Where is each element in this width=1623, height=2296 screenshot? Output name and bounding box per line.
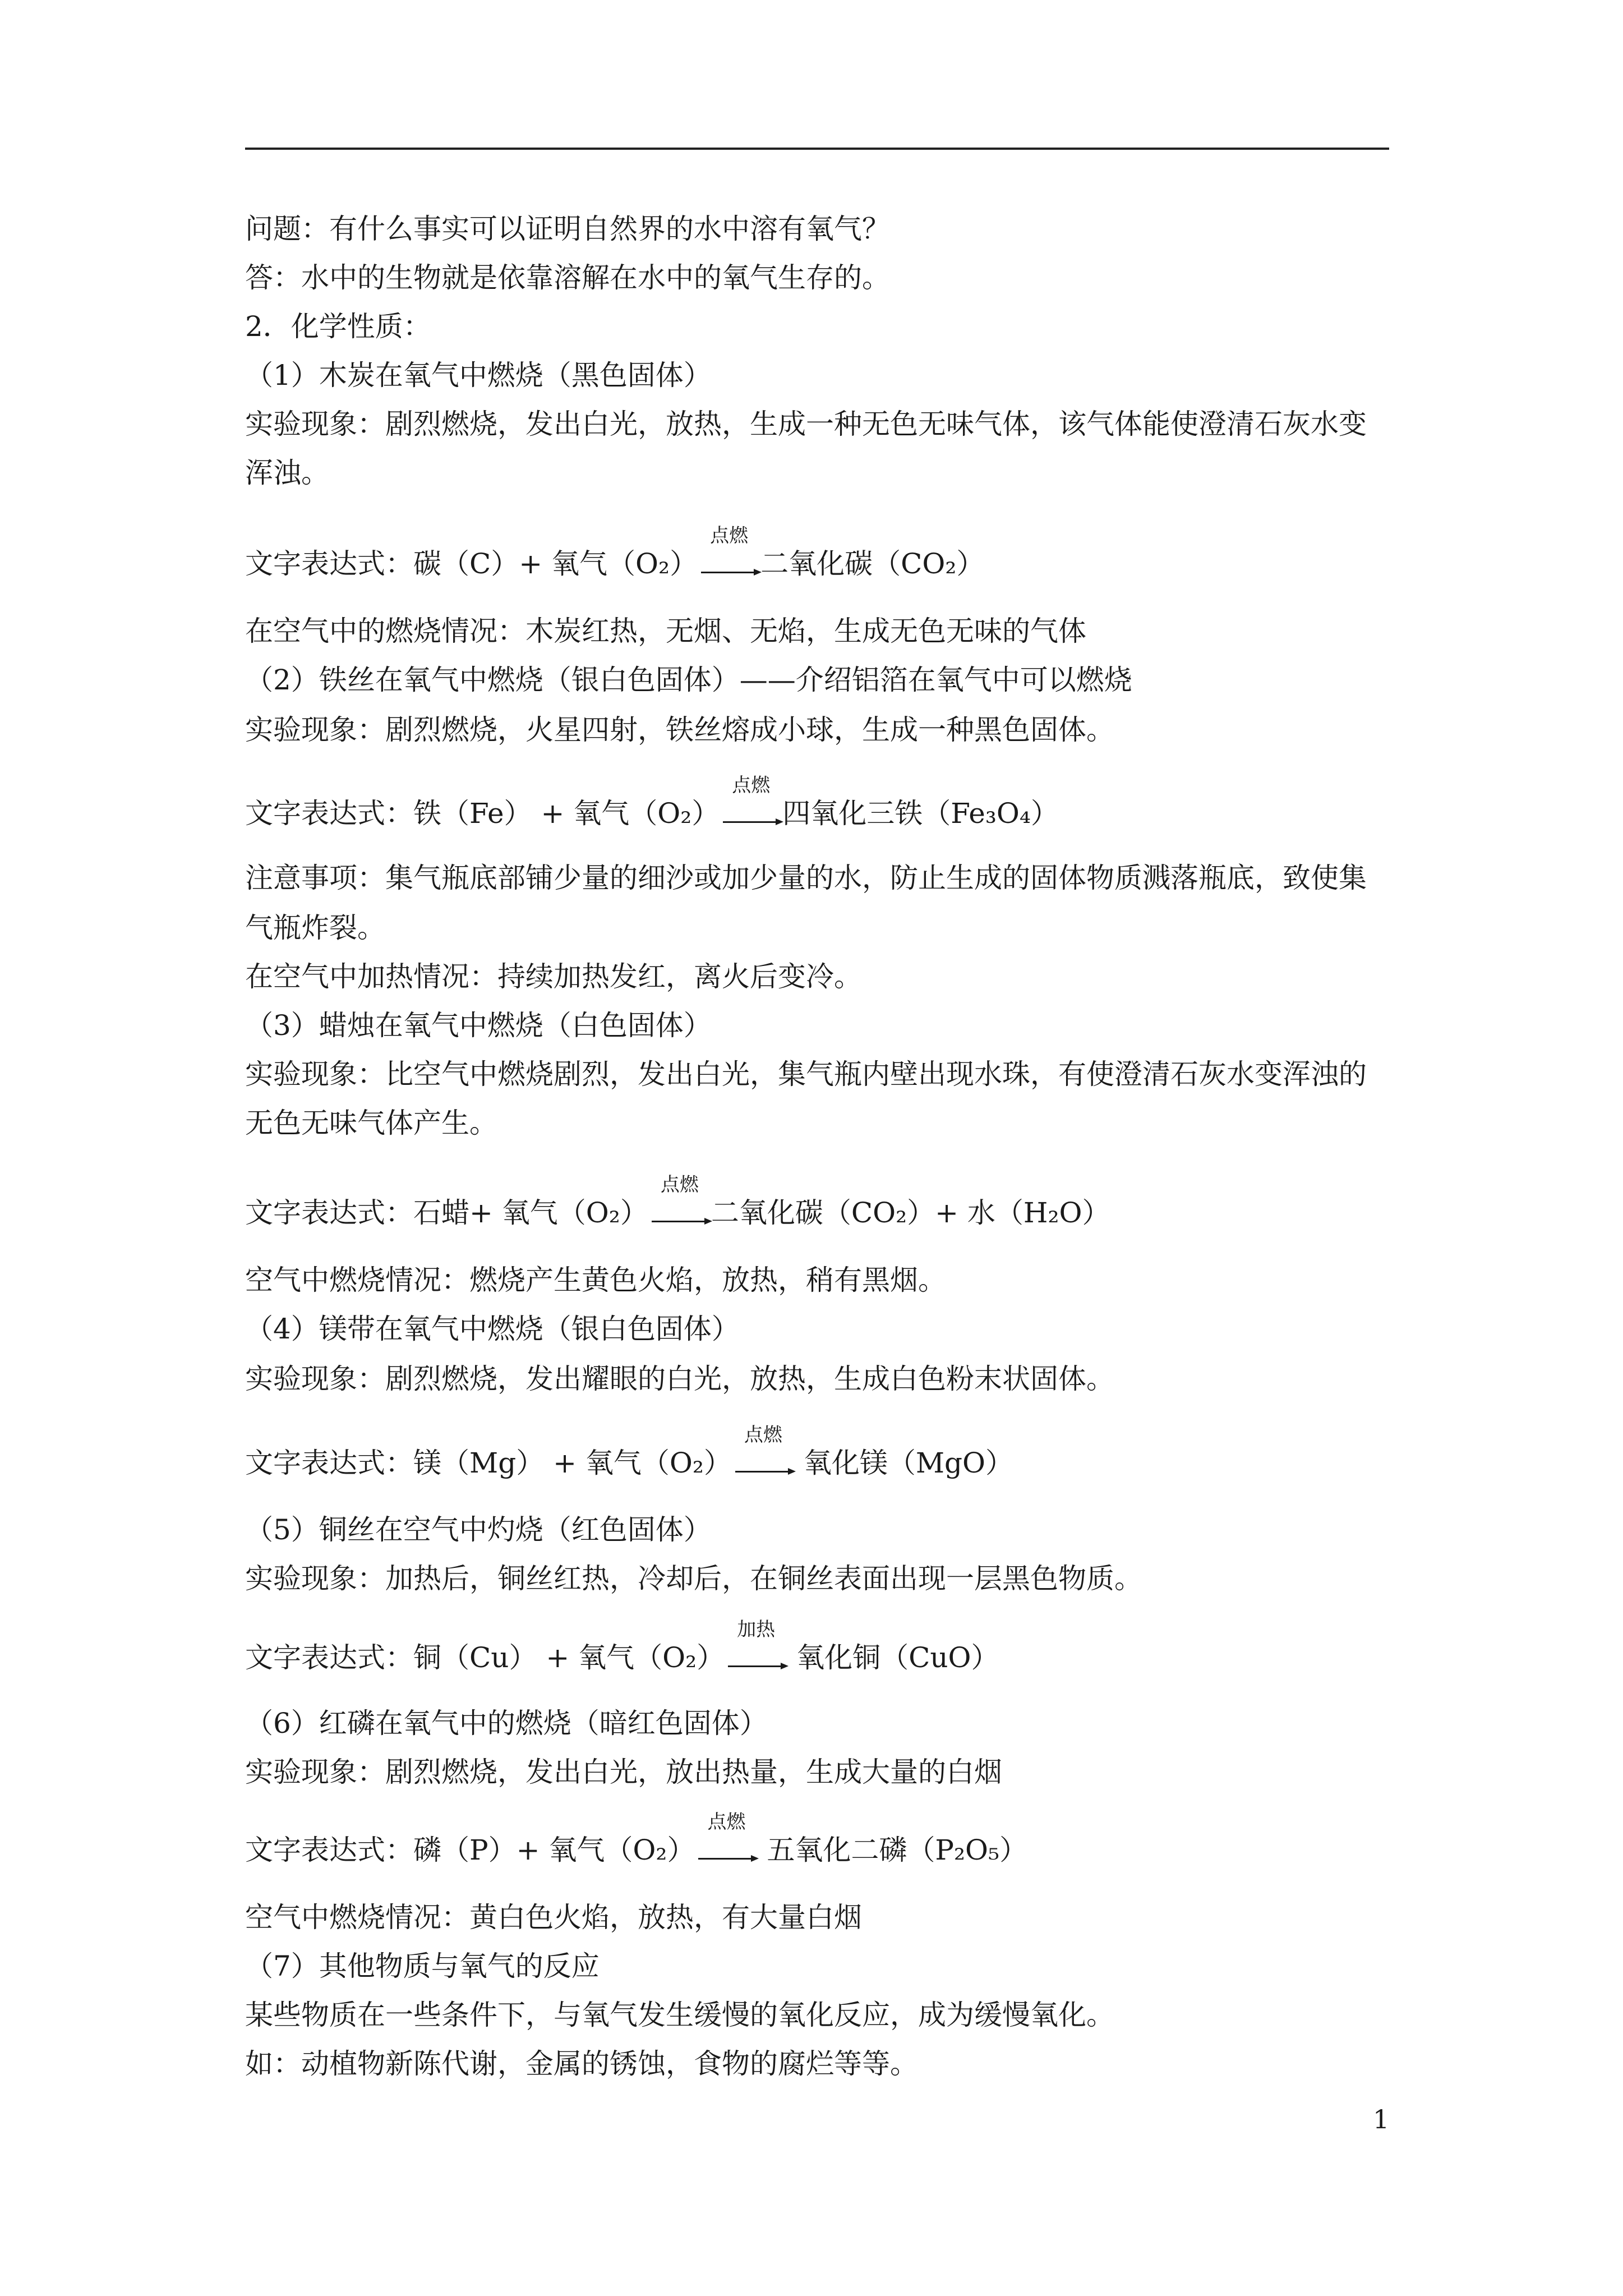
note-phosphorus-air: 空气中燃烧情况：黄白色火焰，放热，有大量白烟 xyxy=(245,1901,862,1934)
reaction-condition: 点燃 xyxy=(732,774,771,797)
equation-lhs: 文字表达式：铜（Cu） + 氧气（O₂） xyxy=(245,1641,725,1674)
warning-iron-cont: 气瓶炸裂。 xyxy=(245,912,385,944)
equation-copper xyxy=(245,1618,999,1674)
equation-lhs: 文字表达式：石蜡+ 氧气（O₂） xyxy=(245,1197,648,1229)
answer-line: 答：水中的生物就是依靠溶解在水中的氧气生存的。 xyxy=(245,261,890,294)
slow-oxidation-examples: 如：动植物新陈代谢，金属的锈蚀，食物的腐烂等等。 xyxy=(245,2047,918,2080)
equation-rhs: 氧化镁（MgO） xyxy=(794,1447,1014,1479)
equation-rhs: 氧化铜（CuO） xyxy=(787,1641,999,1674)
item-heading-phosphorus: （6）红磷在氧气中的燃烧（暗红色固体） xyxy=(245,1707,768,1740)
header-rule xyxy=(245,148,1389,150)
observation-candle: 实验现象：比空气中燃烧剧烈，发出白光，集气瓶内壁出现水珠，有使澄清石灰水变浑浊的 xyxy=(245,1058,1367,1091)
equation-rhs: 二氧化碳（CO₂）+ 水（H₂O） xyxy=(711,1197,1110,1229)
equation-lhs: 文字表达式：铁（Fe） + 氧气（O₂） xyxy=(245,797,720,830)
reaction-arrow xyxy=(698,524,760,581)
reaction-arrow xyxy=(695,1811,758,1867)
equation-lhs: 文字表达式：碳（C）+ 氧气（O₂） xyxy=(245,547,698,580)
item-heading-candle: （3）蜡烛在氧气中燃烧（白色固体） xyxy=(245,1009,712,1042)
note-charcoal-air: 在空气中的燃烧情况：木炭红热，无烟、无焰，生成无色无味的气体 xyxy=(245,615,1086,647)
observation-candle-cont: 无色无味气体产生。 xyxy=(245,1107,497,1139)
reaction-condition: 点燃 xyxy=(660,1174,699,1196)
observation-copper: 实验现象：加热后，铜丝红热，冷却后，在铜丝表面出现一层黑色物质。 xyxy=(245,1562,1142,1595)
note-iron-air: 在空气中加热情况：持续加热发红，离火后变冷。 xyxy=(245,960,862,993)
note-candle-air: 空气中燃烧情况：燃烧产生黄色火焰，放热，稍有黑烟。 xyxy=(245,1264,946,1296)
observation-phosphorus: 实验现象：剧烈燃烧，发出白光，放出热量，生成大量的白烟 xyxy=(245,1756,1002,1788)
equation-candle xyxy=(245,1174,1110,1230)
observation-charcoal-cont: 浑浊。 xyxy=(245,457,329,489)
equation-rhs: 二氧化碳（CO₂） xyxy=(760,547,985,580)
question-line: 问题：有什么事实可以证明自然界的水中溶有氧气？ xyxy=(245,213,890,245)
item-heading-copper: （5）铜丝在空气中灼烧（红色固体） xyxy=(245,1513,712,1546)
item-heading-charcoal: （1）木炭在氧气中燃烧（黑色固体） xyxy=(245,359,712,392)
page-number: 1 xyxy=(1373,2104,1390,2134)
observation-iron: 实验现象：剧烈燃烧，火星四射，铁丝熔成小球，生成一种黑色固体。 xyxy=(245,714,1114,746)
equation-lhs: 文字表达式：磷（P）+ 氧气（O₂） xyxy=(245,1834,695,1866)
reaction-arrow xyxy=(648,1174,711,1230)
equation-magnesium xyxy=(245,1424,1014,1480)
slow-oxidation-text: 某些物质在一些条件下，与氧气发生缓慢的氧化反应，成为缓慢氧化。 xyxy=(245,1999,1114,2031)
section-heading: 2．化学性质： xyxy=(245,310,431,343)
reaction-condition: 点燃 xyxy=(744,1424,782,1446)
equation-charcoal xyxy=(245,524,985,581)
equation-phosphorus xyxy=(245,1811,1028,1867)
item-heading-magnesium: （4）镁带在氧气中燃烧（银白色固体） xyxy=(245,1313,740,1345)
observation-charcoal: 实验现象：剧烈燃烧，发出白光，放热，生成一种无色无味气体，该气体能使澄清石灰水变 xyxy=(245,408,1367,440)
item-heading-other: （7）其他物质与氧气的反应 xyxy=(245,1950,600,1982)
reaction-arrow xyxy=(725,1618,787,1674)
item-heading-iron: （2）铁丝在氧气中燃烧（银白色固体）——介绍铝箔在氧气中可以燃烧 xyxy=(245,664,1132,696)
reaction-arrow xyxy=(732,1424,795,1480)
equation-rhs: 四氧化三铁（Fe₃O₄） xyxy=(782,797,1059,830)
equation-rhs: 五氧化二磷（P₂O₅） xyxy=(758,1834,1028,1866)
equation-iron xyxy=(245,774,1059,830)
observation-magnesium: 实验现象：剧烈燃烧，发出耀眼的白光，放热，生成白色粉末状固体。 xyxy=(245,1363,1114,1395)
reaction-condition: 点燃 xyxy=(710,524,749,547)
reaction-arrow xyxy=(720,774,782,830)
warning-iron: 注意事项：集气瓶底部铺少量的细沙或加少量的水，防止生成的固体物质溅落瓶底，致使集 xyxy=(245,862,1367,894)
reaction-condition: 加热 xyxy=(737,1618,776,1641)
reaction-condition: 点燃 xyxy=(707,1811,746,1833)
equation-lhs: 文字表达式：镁（Mg） + 氧气（O₂） xyxy=(245,1447,732,1479)
